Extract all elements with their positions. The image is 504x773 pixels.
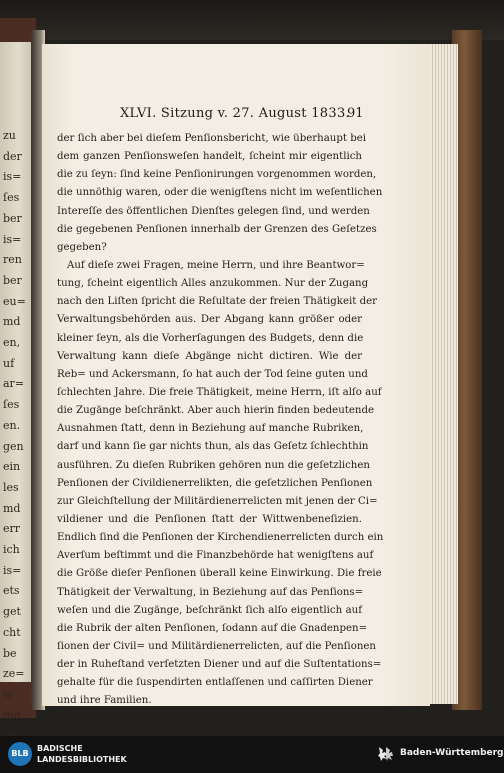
text-line: dem ganzen Penſionsweſen handelt, ſcheint mir eigentlich — [57, 151, 362, 163]
left-page-fragment: eu= — [3, 294, 26, 308]
blb-library-name[interactable] — [37, 743, 127, 765]
text-line: die gegebenen Penſionen innerhalb der Grenzen des Geſetzes — [57, 223, 377, 235]
text-line: ſionen der Civil= und Militärdienerrelicten, auf die Penſionen — [57, 640, 376, 652]
left-page-fragment: is= — [3, 170, 22, 184]
scan-background — [0, 0, 504, 40]
text-line: die unnöthig waren, oder die wenigſtens nicht im weſentlichen — [57, 187, 383, 199]
left-page-fragment: zu — [3, 129, 16, 142]
page-number: 91 — [347, 106, 364, 121]
text-line: ſchlechten Jahre. Die freie Thätigkeit, meine Herrn, iſt alſo auf — [57, 386, 382, 398]
text-line: die zu ſeyn: ſind keine Penſionirungen vorgenommen worden, — [57, 169, 377, 181]
left-page-fragment: ſes — [3, 191, 20, 205]
left-page-fragment: ren — [3, 253, 22, 267]
blb-name-line1: BADISCHE — [37, 744, 83, 753]
left-page-fragment: ie — [3, 687, 14, 701]
left-page-fragment: is= — [3, 232, 22, 246]
footer-bar — [0, 736, 504, 773]
text-line: kleiner ſeyn, als die Vorherſagungen des Budgets, denn die — [57, 332, 364, 344]
text-line: Reb= und Ackersmann, ſo hat auch der Tod ſeine guten und — [57, 368, 368, 380]
left-page-fragment: md — [3, 315, 21, 329]
text-line: Auf dieſe zwei Fragen, meine Herrn, und ihre Beantwor= — [67, 259, 365, 271]
text-line: weſen und die Zugänge, beſchränkt ſich alſo eigentlich auf — [57, 604, 362, 616]
text-line: Intereſſe des öffentlichen Dienſtes gelegen ſind, und werden — [57, 205, 370, 217]
left-page-fragment: cht — [3, 625, 21, 639]
left-page-fragment: ze= — [3, 667, 25, 681]
text-line: tung, ſcheint eigentlich Alles anzukommen. Nur der Zugang — [57, 278, 369, 290]
text-line: Verwaltung kann dieſe Abgänge nicht dictiren. Wie der — [57, 350, 362, 362]
blb-logo-icon[interactable]: BLB — [8, 742, 32, 766]
left-page-fragment: gen — [3, 439, 24, 453]
left-page-fragment: ein — [3, 460, 21, 474]
text-line: zur Gleichſtellung der Militärdienerrelicten mit jenen der Ci= — [57, 495, 378, 507]
text-line: der in Ruheſtand verſetzten Diener und auf die Suſtentations= — [57, 659, 382, 671]
left-page-fragment: be — [3, 646, 17, 660]
left-page-fragment: der — [3, 149, 22, 163]
text-line: die Größe dieſer Penſionen überall keine Einwirkung. Die freie — [57, 568, 382, 580]
blb-name-line2: LANDESBIBLIOTHEK — [37, 755, 127, 764]
text-line: nach den Liſten ſpricht die Reſultate der freien Thätigkeit der — [57, 296, 378, 308]
left-page-fragment: ſes — [3, 398, 20, 412]
left-page-fragment: ich — [3, 543, 20, 556]
left-page-fragment: ar= — [3, 377, 25, 391]
text-line: vildiener und die Penſionen ſtatt der Wittwenbeneſizien. — [57, 513, 362, 525]
text-line: ausführen. Zu dieſen Rubriken gehören nun die geſetzlichen — [57, 459, 370, 471]
text-line: die Rubrik der alten Penſionen, ſodann auf die Gnadenpen= — [57, 622, 368, 634]
left-page-fragment: en. — [3, 418, 21, 432]
page-body-text — [57, 130, 384, 729]
text-line: darf und kann ſie gar nichts thun, als das Geſetz ſchlechthin — [57, 441, 369, 453]
left-page-fragment: ber — [3, 273, 22, 287]
text-line: die Zugänge beſchränkt. Aber auch hierin finden bedeutende — [57, 405, 375, 417]
text-line: Ausnahmen ſtatt, denn in Beziehung auf manche Rubriken, — [57, 423, 364, 435]
baden-wuerttemberg-label[interactable]: Baden-Württemberg — [400, 748, 504, 758]
left-page-fragment: ets — [3, 584, 20, 598]
running-title: XLVI. Sitzung v. 27. August 1833. — [120, 106, 350, 121]
text-line: der ſich aber bei dieſem Penſionsbericht, wie überhaupt bei — [57, 133, 367, 144]
left-page-fragment: is= — [3, 563, 22, 577]
left-page-fragment: md — [3, 501, 21, 515]
text-line: Verwaltungsbehörden aus. Der Abgang kann größer oder — [57, 314, 362, 326]
left-page-fragment: ing — [3, 708, 21, 722]
text-line: Averſum beſtimmt und die Finanzbehörde hat wenigſtens auf — [57, 550, 374, 562]
text-line: Thätigkeit der Verwaltung, in Beziehung auf das Penſions= — [57, 586, 364, 598]
text-line: Sehen wir nun, welche Reſultate die Zugangsliſten unter — [67, 713, 361, 725]
text-line: gehalte für die ſuspendirten entlaſſenen und caſſirten Diener — [57, 677, 373, 689]
text-line: und ihre Familien. — [57, 695, 152, 707]
text-line: Endlich ſind die Penſionen der Kirchendienerrelicten durch ein — [57, 532, 384, 544]
text-line: gegeben? — [57, 241, 107, 253]
left-page-fragment: get — [3, 605, 21, 619]
baden-wuerttemberg-lion-icon — [375, 744, 395, 764]
left-page-fragment: en, — [3, 336, 21, 349]
left-page-fragment: ber — [3, 211, 22, 225]
left-page-fragment: err — [3, 522, 21, 536]
text-line: Penſionen der Civildienerrelikten, die geſetzlichen Penſionen — [57, 477, 373, 489]
left-page-fragment: uf — [3, 356, 15, 370]
left-page-fragment: les — [3, 480, 19, 494]
left-page-edge — [0, 42, 34, 722]
